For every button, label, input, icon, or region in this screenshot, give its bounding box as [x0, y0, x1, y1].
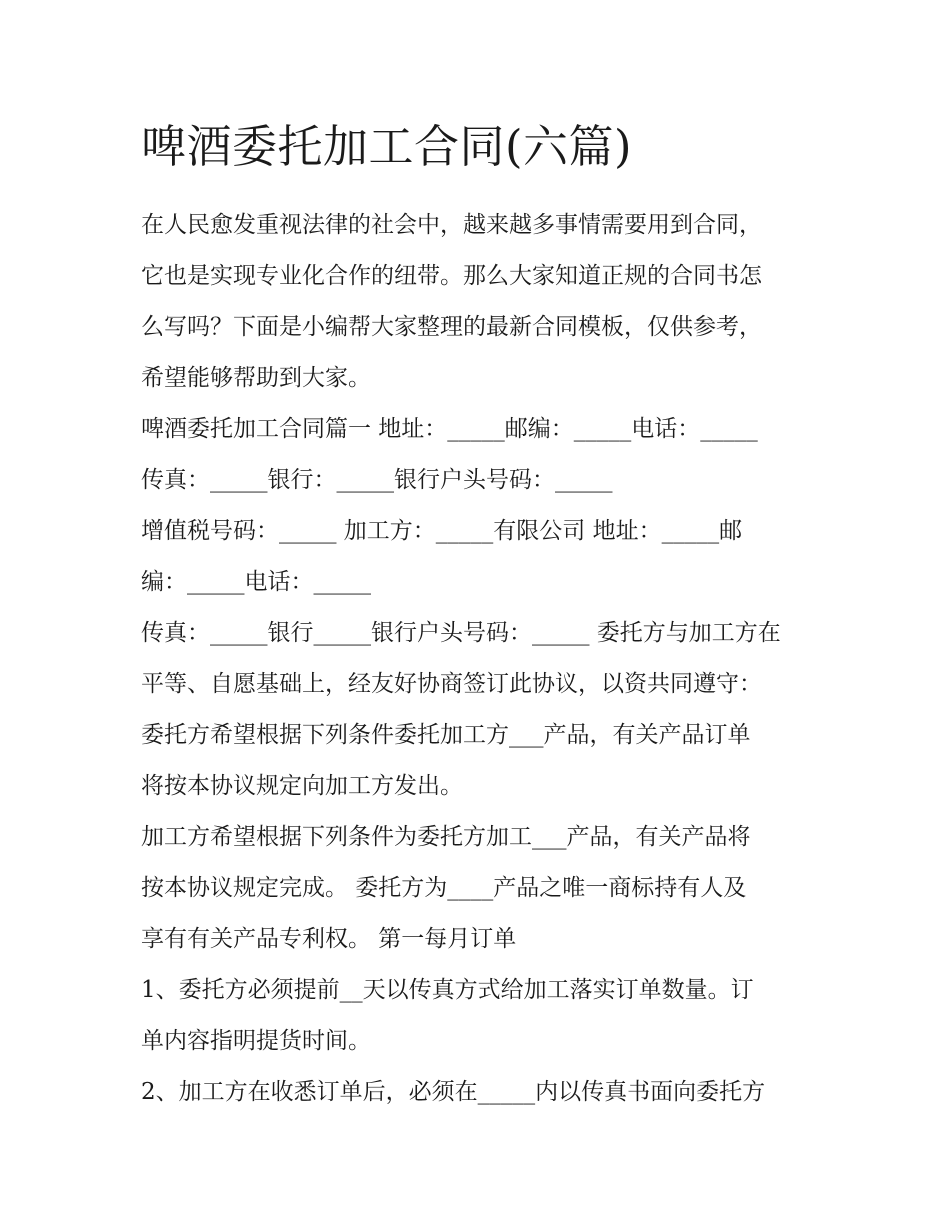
- body-line: 单内容指明提货时间。: [141, 1028, 371, 1054]
- body-line: 增值税号码：_____ 加工方：_____有限公司 地址：_____邮: [141, 518, 743, 544]
- document-page: [141, 112, 821, 1118]
- body-line: 加工方希望根据下列条件为委托方加工___产品，有关产品将: [141, 824, 751, 850]
- body-line: 传真：_____银行：_____银行户头号码：_____: [141, 467, 613, 493]
- body-line: 委托方希望根据下列条件委托加工方___产品，有关产品订单: [141, 722, 751, 748]
- body-line: 1、委托方必须提前__天以传真方式给加工落实订单数量。订: [141, 977, 754, 1003]
- body-line: 平等、自愿基础上，经友好协商签订此协议，以资共同遵守：: [141, 671, 762, 697]
- body-line: 啤酒委托加工合同篇一 地址：_____邮编：_____电话：_____: [141, 416, 758, 442]
- body-line: 么写吗？下面是小编帮大家整理的最新合同模板，仅供参考，: [141, 314, 762, 340]
- body-line: 将按本协议规定向加工方发出。: [141, 773, 463, 799]
- body-line: 按本协议规定完成。 委托方为____产品之唯一商标持有人及: [141, 875, 747, 901]
- body-line: 它也是实现专业化合作的纽带。那么大家知道正规的合同书怎: [141, 263, 762, 289]
- body-line: 2、加工方在收悉订单后，必须在_____内以传真书面向委托方: [141, 1079, 766, 1105]
- document-body: [141, 200, 821, 1118]
- document-title: 啤酒委托加工合同(六篇): [141, 120, 633, 173]
- body-line: 在人民愈发重视法律的社会中，越来越多事情需要用到合同，: [141, 212, 762, 238]
- body-line: 希望能够帮助到大家。: [141, 365, 371, 391]
- body-line: 享有有关产品专利权。 第一每月订单: [141, 926, 517, 952]
- body-line: 传真：_____银行_____银行户头号码：_____ 委托方与加工方在: [141, 620, 781, 646]
- body-line: 编：_____电话：_____: [141, 569, 371, 595]
